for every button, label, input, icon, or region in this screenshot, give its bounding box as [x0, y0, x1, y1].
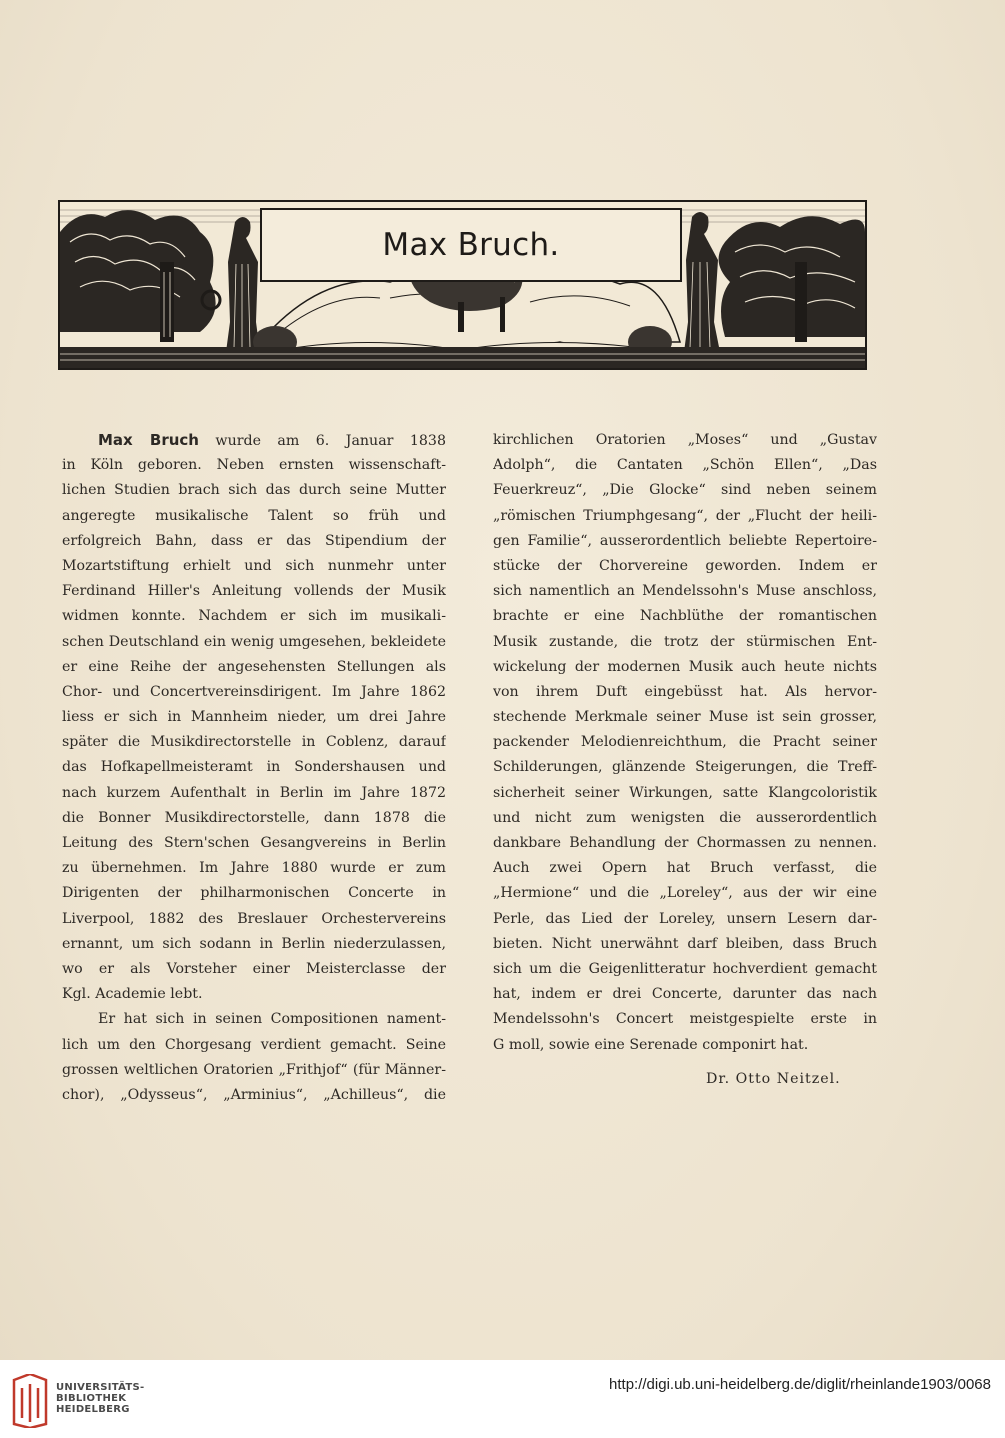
- text-line: Liverpool, 1882 des Breslauer Orchestervereins: [62, 910, 446, 927]
- source-url-link[interactable]: http://digi.ub.uni-heidelberg.de/diglit/rheinlande1903/0068: [609, 1376, 991, 1393]
- text-line: Ferdinand Hiller's Anleitung vollends der Musik: [62, 583, 446, 600]
- text-line: in Köln geboren. Neben ernsten wissenschaft-: [62, 457, 446, 474]
- text-line: bieten. Nicht unerwähnt darf bleiben, dass Bruch: [493, 935, 877, 952]
- text-line: kirchlichen Oratorien „Moses“ und „Gustav: [493, 432, 877, 448]
- author-signature: Dr. Otto Neitzel.: [706, 1071, 841, 1087]
- text-line: wickelung der modernen Musik auch heute nichts: [493, 658, 877, 675]
- text-line: erfolgreich Bahn, dass er das Stipendium der: [62, 532, 446, 549]
- text-line: stücke der Chorvereine geworden. Indem er: [493, 557, 877, 574]
- header-vignette: [58, 200, 867, 370]
- text-line: gen Familie“, ausserordentlich beliebte Repertoire-: [493, 532, 877, 549]
- text-column-left: [62, 428, 446, 1108]
- text-line: die Bonner Musikdirectorstelle, dann 1878 die: [62, 809, 446, 826]
- text-line: sich um die Geigenlitteratur hochverdient gemacht: [493, 960, 877, 977]
- text-line: widmen konnte. Nachdem er sich im musikali-: [62, 608, 446, 625]
- library-name-line: UNIVERSITÄTS-: [56, 1382, 145, 1393]
- text-line: Dirigenten der philharmonischen Concerte in: [62, 885, 446, 902]
- text-line: G moll, sowie eine Serenade componirt hat.: [493, 1036, 809, 1053]
- text-line: Kgl. Academie lebt.: [62, 986, 203, 1003]
- text-line: wo er als Vorsteher einer Meisterclasse der: [62, 960, 446, 977]
- text-line: stechende Merkmale seiner Muse ist sein grosser,: [493, 709, 877, 726]
- text-line: ernannt, um sich sodann in Berlin niederzulassen,: [62, 935, 446, 952]
- digitization-footer: [0, 1360, 1005, 1438]
- text-line: Musik zustande, die trotz der stürmischen Ent-: [493, 633, 877, 650]
- text-line: und nicht zum wenigsten die ausserordentlich: [493, 809, 877, 826]
- text-line: angeregte musikalische Talent so früh und: [62, 507, 446, 524]
- text-line: Perle, das Lied der Loreley, unsern Lesern dar-: [493, 910, 877, 927]
- text-line: von ihrem Duft eingebüsst hat. Als hervor-: [493, 683, 877, 700]
- text-line: „Hermione“ und die „Loreley“, aus der wir eine: [493, 885, 877, 902]
- text-column-right: [493, 428, 877, 1058]
- line-text: wurde am 6. Januar 1838: [198, 433, 446, 449]
- text-line: er eine Reihe der angesehensten Stellungen als: [62, 658, 446, 675]
- text-line: Feuerkreuz“, „Die Glocke“ sind neben seinem: [493, 482, 877, 499]
- text-line: packender Melodienreichthum, die Pracht seiner: [493, 734, 877, 751]
- text-line: brachte er eine Nachblüthe der romantischen: [493, 608, 877, 625]
- text-line: sich namentlich an Mendelssohn's Muse anschloss,: [493, 583, 877, 600]
- text-line: „römischen Triumphgesang“, der „Flucht der heili-: [493, 507, 877, 524]
- library-name-line: HEIDELBERG: [56, 1404, 130, 1415]
- lead-name: Max Bruch: [98, 431, 199, 449]
- text-line: hat, indem er drei Concerte, darunter das nach: [493, 986, 877, 1003]
- text-line: chor), „Odysseus“, „Arminius“, „Achilleus“, die: [62, 1086, 446, 1103]
- text-line: liess er sich in Mannheim nieder, um drei Jahre: [62, 709, 446, 726]
- text-line: später die Musikdirectorstelle in Coblenz, darauf: [62, 734, 446, 751]
- text-line: zu übernehmen. Im Jahre 1880 wurde er zum: [62, 860, 446, 877]
- library-name: [56, 1382, 145, 1415]
- text-line: Schilderungen, glänzende Steigerungen, die Treff-: [493, 759, 877, 776]
- title-panel: [260, 208, 682, 282]
- text-line: nach kurzem Aufenthalt in Berlin im Jahre 1872: [62, 784, 446, 801]
- library-logo-icon: [10, 1374, 50, 1428]
- library-name-line: BIBLIOTHEK: [56, 1393, 127, 1404]
- text-line: Mendelssohn's Concert meistgespielte erste in: [493, 1011, 877, 1028]
- text-line: Leitung des Stern'schen Gesangvereins in Berlin: [62, 835, 446, 851]
- text-line: schen Deutschland ein wenig umgesehen, bekleidete: [62, 633, 446, 650]
- article-title: Max Bruch.: [382, 227, 560, 263]
- text-line: lich um den Chorgesang verdient gemacht. Seine: [62, 1036, 446, 1053]
- text-line: dankbare Behandlung der Chormassen zu nennen.: [493, 835, 877, 851]
- text-line: Auch zwei Opern hat Bruch verfasst, die: [493, 860, 877, 877]
- text-line: lichen Studien brach sich das durch seine Mutter: [62, 482, 446, 499]
- text-line: sicherheit seiner Wirkungen, satte Klangcoloristik: [493, 784, 877, 801]
- text-line: Chor- und Concertvereinsdirigent. Im Jahre 1862: [62, 683, 446, 700]
- text-line: Mozartstiftung erhielt und sich nunmehr unter: [62, 557, 446, 574]
- text-line: [62, 428, 446, 453]
- text-line: Er hat sich in seinen Compositionen nament-: [98, 1011, 446, 1028]
- text-line: Adolph“, die Cantaten „Schön Ellen“, „Das: [493, 457, 877, 474]
- text-line: das Hofkapellmeisteramt in Sondershausen und: [62, 759, 446, 776]
- text-line: grossen weltlichen Oratorien „Frithjof“ (für Männer-: [62, 1061, 446, 1078]
